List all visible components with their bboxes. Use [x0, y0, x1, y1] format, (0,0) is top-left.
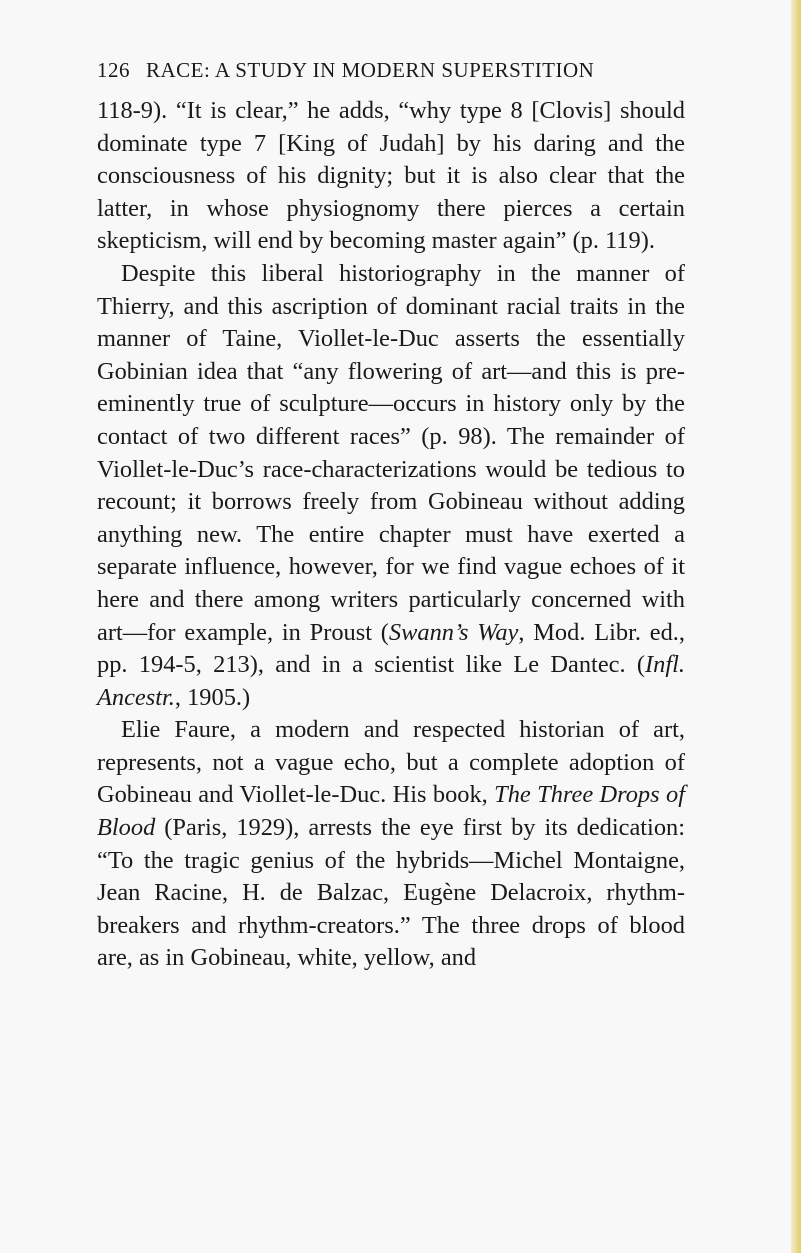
page-edge: [791, 0, 801, 1253]
running-title: RACE: A STUDY IN MODERN SUPERSTITION: [146, 58, 595, 82]
text-segment: (Paris, 1929), arrests the eye first by its dedication: “To the tragic genius of the hybrids—Michel Montaigne, Jean Racine, H. de Balzac, Eugène Delacroix, rhythm-breakers and rhythm-creators.” The three drops of blood are, as in Gobineau, white, yellow, and: [97, 814, 685, 972]
citation-italic: Infl. Ancestr.: [97, 651, 685, 711]
paragraph-3: [97, 714, 685, 975]
text-segment: , Mod. Libr. ed., pp. 194-5, 213), and in a scientist like Le Dantec. (: [97, 618, 685, 679]
text-segment: Elie Faure, a modern and respected historian of art, represents, not a vague echo, but a complete adoption of Gobineau and Viollet-le-Duc. His book,: [97, 716, 685, 809]
paragraph-1: [97, 95, 685, 258]
book-title-italic: The Three Drops of Blood: [97, 781, 685, 842]
running-head: [97, 58, 685, 83]
paragraph-2: [97, 258, 685, 714]
body-text: [97, 95, 685, 975]
book-title-italic: Swann’s Way: [388, 618, 519, 646]
text-segment: , 1905.): [174, 683, 251, 711]
text-segment: 118-9). “It is clear,” he adds, “why type 8 [Clovis] should dominate type 7 [King of Judah] by his daring and the consciousness of his dignity; but it is also clear that the latter, in whose physiognomy there pierces a certain skepticism, will end by becoming master again” (p. 119).: [97, 97, 685, 255]
text-segment: Despite this liberal historiography in the manner of Thierry, and this ascription of dominant racial traits in the manner of Taine, Viollet-le-Duc asserts the essentially Gobinian idea that “any flowering of art—and this is pre-eminently true of sculpture—occurs in history only by the contact of two different races” (p. 98). The remainder of Viollet-le-Duc’s race-characterizations would be tedious to recount; it borrows freely from Gobineau without adding anything new. The entire chapter must have exerted a separate influence, however, for we find vague echoes of it here and there among writers particularly concerned with art—for example, in Proust (: [97, 259, 685, 646]
page-number: 126: [97, 58, 130, 82]
